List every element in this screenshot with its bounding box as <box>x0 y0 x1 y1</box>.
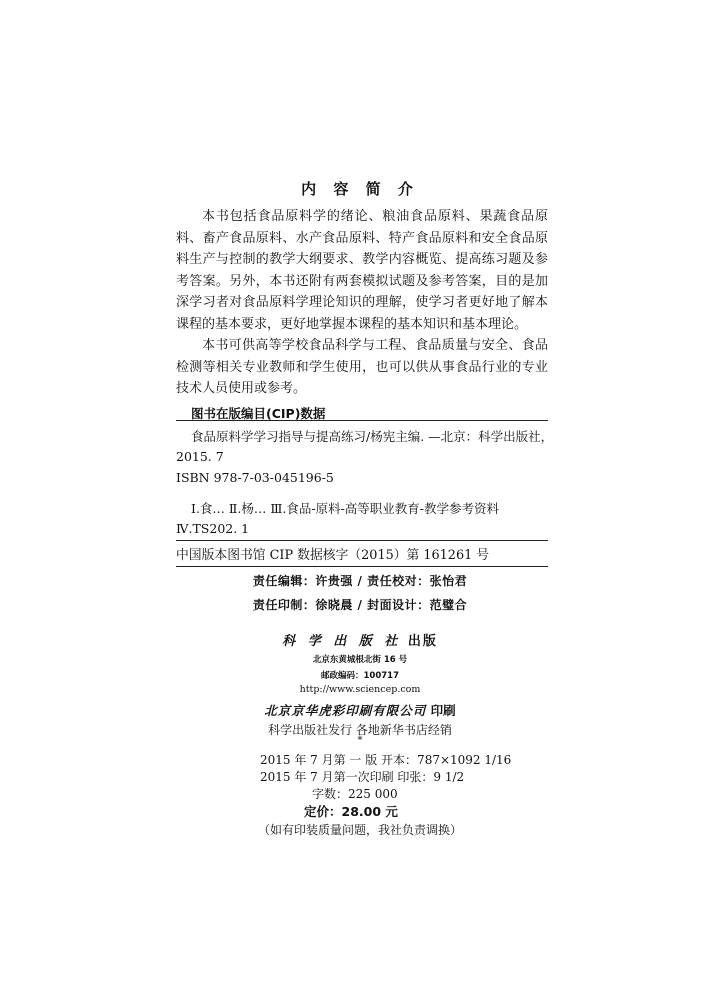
cip-record: 中国版本图书馆 CIP 数据核字（2015）第 161261 号 <box>176 548 490 563</box>
publisher-postcode: 邮政编码：100717 <box>321 671 399 681</box>
publisher-name: 科 学 出 版 社 <box>282 634 402 649</box>
intro-paragraph: 本书包括食品原料学的绪论、粮油食品原料、果蔬食品原料、畜产食品原料、水产食品原料、特产食品原料和安全食品原料生产与控制的教学大纲要求、教学内容概览、提高练习题及参考答案。另外，本书还附有两套模拟试题及参考答案，目的是加深学习者对食品原料学理论知识的理解，使学习者更好地了解本课程的基本要求，更好地掌握本课程的基本知识和基本理论。 <box>176 209 548 332</box>
publisher-url: http://www.sciencep.com <box>299 684 421 695</box>
cip-title-line: 食品原料学学习指导与提高练习/杨宪主编. —北京：科学出版社， <box>191 429 554 444</box>
production-credits: 责任印制：徐晓晨 / 封面设计：范璧合 <box>252 598 468 612</box>
cip-isbn: ISBN 978-7-03-045196-5 <box>176 470 334 485</box>
cip-subjects: Ⅰ.食… Ⅱ.杨… Ⅲ.食品-原料-高等职业教育-教学参考资料 <box>191 501 500 516</box>
printer-name: 北京京华虎彩印刷有限公司 <box>264 703 427 718</box>
cip-classification: Ⅳ.TS202. 1 <box>176 521 250 536</box>
divider <box>176 566 548 567</box>
cip-date-line: 2015. 7 <box>176 449 224 464</box>
publisher-line <box>0 630 720 649</box>
printing-line: 2015 年 7 月第一次印刷 印张：9 1/2 <box>260 770 465 784</box>
price: 定价：28.00 元 <box>304 804 398 819</box>
publisher-address: 北京东黄城根北街 16 号 <box>312 655 408 665</box>
separator-star: * <box>357 735 363 746</box>
intro-paragraph: 本书可供高等学校食品科学与工程、食品质量与安全、食品检测等相关专业教师和学生使用，也可以供从事食品行业的专业技术人员使用或参考。 <box>176 338 548 396</box>
distribution-line: 科学出版社发行 各地新华书店经销 <box>268 723 452 737</box>
word-count: 字数：225 000 <box>312 787 398 801</box>
cip-heading: 图书在版编目(CIP)数据 <box>191 406 326 421</box>
intro-title: 内 容 简 介 <box>301 180 419 198</box>
publisher-action: 出版 <box>407 634 438 649</box>
divider <box>176 420 548 421</box>
edition-line: 2015 年 7 月第 一 版 开本：787×1092 1/16 <box>260 753 512 767</box>
editor-credits: 责任编辑：许贵强 / 责任校对：张怡君 <box>252 574 468 588</box>
printer-line <box>0 701 720 719</box>
printer-action: 印刷 <box>430 703 456 718</box>
divider <box>176 540 548 541</box>
intro-body <box>176 206 548 400</box>
quality-notice: （如有印装质量问题，我社负责调换） <box>257 823 462 837</box>
